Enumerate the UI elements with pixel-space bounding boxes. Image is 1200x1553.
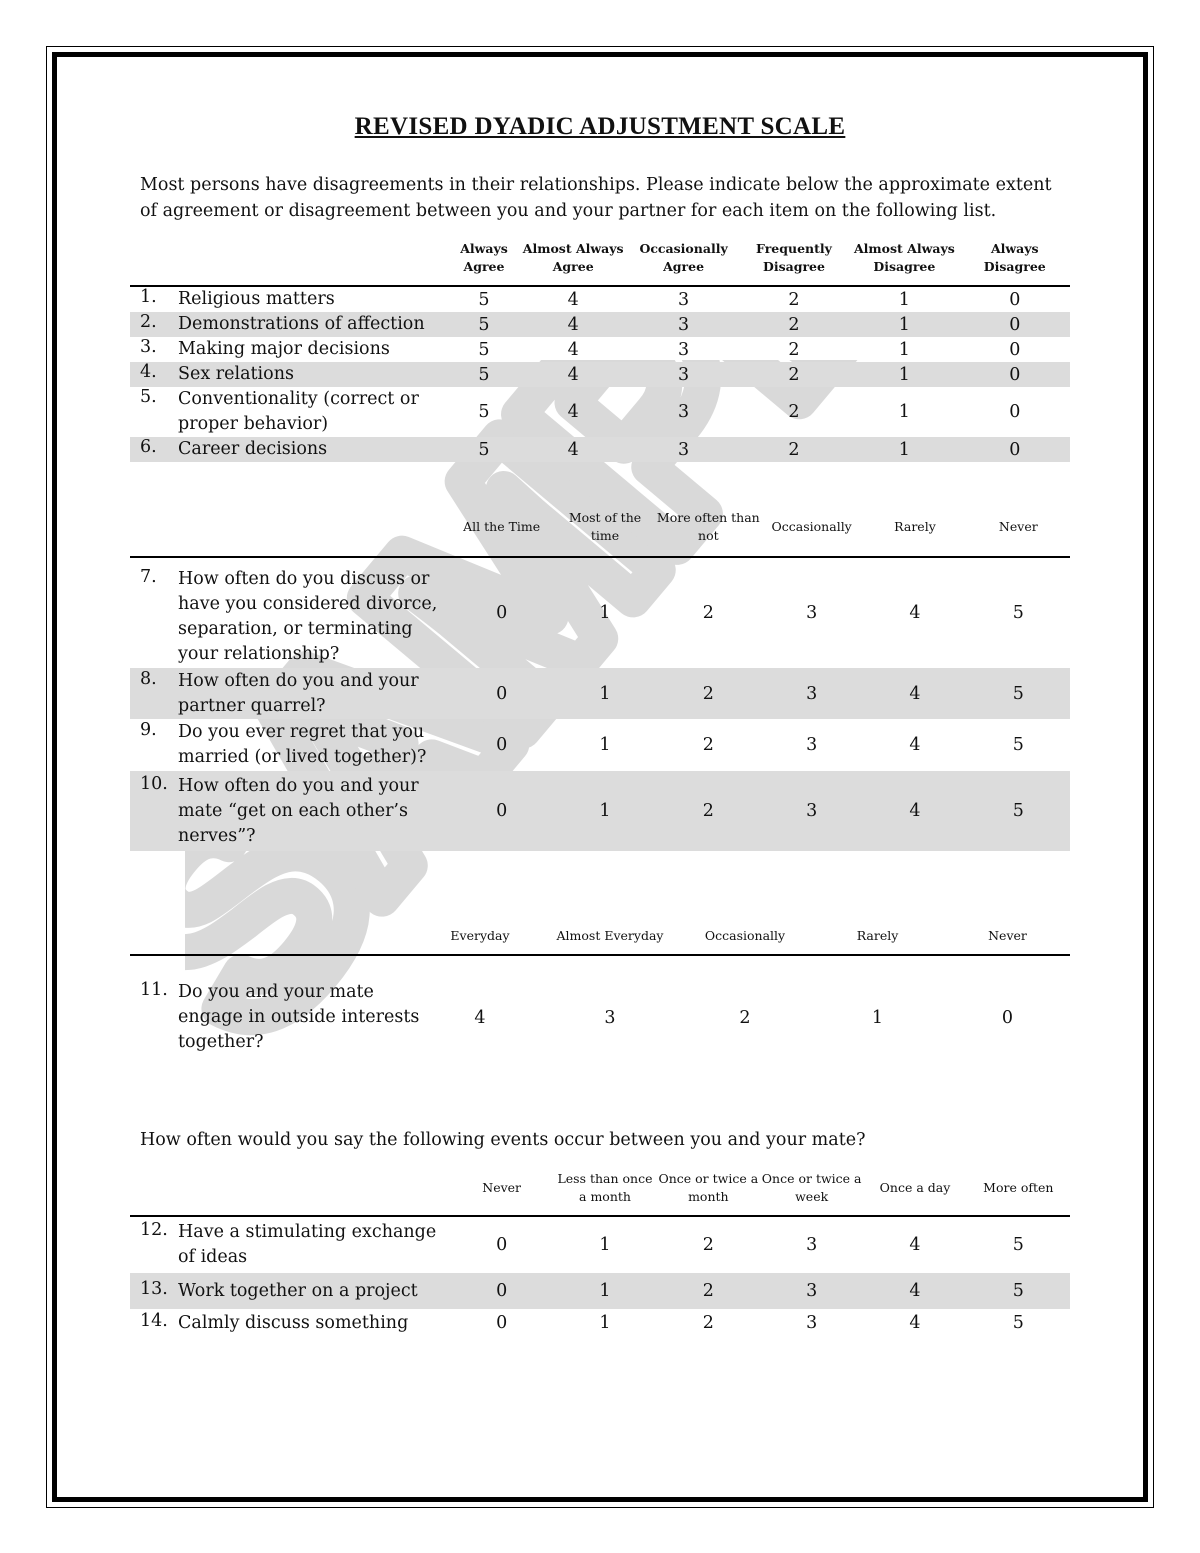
score-cell: 4 <box>909 735 921 755</box>
item-text-cell <box>130 387 450 437</box>
item-text: Work together on a project <box>178 1280 418 1301</box>
score-cell: 0 <box>960 437 1070 462</box>
header-blank <box>130 497 450 557</box>
item-text: Religious matters <box>178 289 335 309</box>
score-cell: 0 <box>450 771 553 851</box>
item-number: 1. <box>140 287 157 307</box>
item-text: Do you and your mate engage in outside interests together? <box>178 982 420 1052</box>
score-cell: 4 <box>567 339 579 360</box>
header-col: Frequently Disagree <box>739 230 849 286</box>
header-col: Rarely <box>863 497 966 557</box>
score-cell: 4 <box>863 668 966 719</box>
item-text-cell <box>130 955 420 1079</box>
score-cell: 3 <box>760 668 863 719</box>
item-text: Conventionality (correct or proper behavior) <box>178 389 419 434</box>
item-number: 12. <box>140 1220 168 1240</box>
score-cell: 5 <box>450 312 518 337</box>
score-cell: 4 <box>518 437 628 462</box>
score-cell: 0 <box>450 1273 553 1309</box>
score-cell: 1 <box>898 339 910 360</box>
score-cell: 3 <box>628 362 738 387</box>
score-cell: 3 <box>806 1313 818 1333</box>
item-text-cell <box>130 286 450 312</box>
events-header-row <box>130 1160 1070 1216</box>
item-row <box>130 437 1070 462</box>
item-text-cell <box>130 557 450 668</box>
item-text-cell <box>130 1216 450 1273</box>
item-text: How often do you and your mate “get on each other’s nerves”? <box>178 775 419 846</box>
header-col: Occasionally Agree <box>628 230 738 286</box>
header-col: Once a day <box>863 1160 966 1216</box>
score-cell: 4 <box>863 1273 966 1309</box>
item-row <box>130 668 1070 719</box>
score-cell: 3 <box>760 771 863 851</box>
score-cell: 2 <box>657 668 760 719</box>
item-text: Demonstrations of affection <box>178 314 425 334</box>
agreement-table <box>130 230 1070 462</box>
score-cell: 5 <box>478 289 490 310</box>
header-col: All the Time <box>450 497 553 557</box>
outside-interests-table <box>130 917 1070 1079</box>
score-cell: 5 <box>1012 1313 1024 1333</box>
item-row <box>130 286 1070 312</box>
score-cell: 5 <box>450 437 518 462</box>
header-col: Most of the time <box>553 497 656 557</box>
item-text: Making major decisions <box>178 339 390 359</box>
score-cell: 5 <box>1012 603 1024 623</box>
header-col: Less than once a month <box>553 1160 656 1216</box>
item-number: 13. <box>140 1278 168 1299</box>
item-row <box>130 955 1070 1079</box>
item-row <box>130 1309 1070 1337</box>
score-cell: 2 <box>702 735 714 755</box>
score-cell: 1 <box>871 1007 884 1028</box>
score-cell: 0 <box>1009 289 1021 310</box>
events-table <box>130 1160 1070 1337</box>
item-text: How often do you discuss or have you considered divorce, separation, or terminating your relationship? <box>178 569 438 664</box>
score-cell: 2 <box>788 289 800 310</box>
score-cell: 4 <box>567 402 579 422</box>
score-cell: 1 <box>599 603 611 623</box>
score-cell: 3 <box>806 603 818 623</box>
item-number: 9. <box>140 720 157 740</box>
score-cell: 1 <box>553 771 656 851</box>
score-cell: 1 <box>599 1235 611 1255</box>
header-col: Almost Everyday <box>540 917 680 955</box>
item-row <box>130 557 1070 668</box>
frequency-header-row <box>130 497 1070 557</box>
score-cell: 0 <box>496 735 508 755</box>
score-cell: 1 <box>849 437 959 462</box>
score-cell: 4 <box>909 1235 921 1255</box>
header-blank <box>130 230 450 286</box>
item-text-cell <box>130 362 450 387</box>
score-cell: 0 <box>960 312 1070 337</box>
item-text: Have a stimulating exchange of ideas <box>178 1222 437 1267</box>
header-col: Never <box>450 1160 553 1216</box>
score-cell: 0 <box>496 603 508 623</box>
score-cell: 4 <box>474 1007 486 1028</box>
score-cell: 5 <box>478 402 490 422</box>
item-row <box>130 362 1070 387</box>
score-cell: 1 <box>599 1313 611 1333</box>
score-cell: 3 <box>628 437 738 462</box>
section-agreement <box>130 230 1070 462</box>
score-cell: 5 <box>478 339 490 360</box>
score-cell: 1 <box>553 1273 656 1309</box>
item-text-cell <box>130 1273 450 1309</box>
item-text-cell <box>130 337 450 362</box>
score-cell: 0 <box>496 1235 508 1255</box>
header-col: More often than not <box>657 497 760 557</box>
item-text-cell <box>130 771 450 851</box>
header-col: Occasionally <box>680 917 810 955</box>
item-text: How often do you and your partner quarrel? <box>178 670 419 716</box>
score-cell: 3 <box>628 312 738 337</box>
score-cell: 4 <box>518 362 628 387</box>
item-row <box>130 771 1070 851</box>
item-number: 10. <box>140 773 168 794</box>
score-cell: 3 <box>806 1235 818 1255</box>
score-cell: 2 <box>788 339 800 360</box>
item-row <box>130 1273 1070 1309</box>
score-cell: 1 <box>553 668 656 719</box>
item-number: 8. <box>140 668 157 689</box>
item-row <box>130 719 1070 771</box>
header-col: Rarely <box>810 917 945 955</box>
item-number: 7. <box>140 567 157 587</box>
item-text: Do you ever regret that you married (or lived together)? <box>178 722 427 767</box>
score-cell: 3 <box>604 1007 616 1028</box>
header-col: Almost Always Agree <box>518 230 628 286</box>
item-text: Career decisions <box>178 439 328 459</box>
score-cell: 5 <box>450 362 518 387</box>
section-frequency <box>130 497 1070 851</box>
score-cell: 1 <box>898 289 910 310</box>
score-cell: 1 <box>849 362 959 387</box>
header-col: Once or twice a week <box>760 1160 863 1216</box>
score-cell: 2 <box>702 603 714 623</box>
item-number: 2. <box>140 312 157 332</box>
header-blank <box>130 917 420 955</box>
score-cell: 1 <box>849 312 959 337</box>
score-cell: 2 <box>702 1235 714 1255</box>
score-cell: 3 <box>806 735 818 755</box>
item-text-cell <box>130 668 450 719</box>
header-col: Never <box>967 497 1070 557</box>
score-cell: 4 <box>518 312 628 337</box>
item-number: 4. <box>140 362 157 382</box>
score-cell: 3 <box>678 402 690 422</box>
item-number: 5. <box>140 387 157 407</box>
score-cell: 1 <box>599 735 611 755</box>
score-cell: 0 <box>496 1313 508 1333</box>
item-number: 6. <box>140 437 157 457</box>
frequency-table <box>130 497 1070 851</box>
score-cell: 0 <box>1001 1007 1014 1028</box>
score-cell: 2 <box>788 402 800 422</box>
header-col: Occasionally <box>760 497 863 557</box>
score-cell: 2 <box>702 1313 714 1333</box>
score-cell: 2 <box>739 362 849 387</box>
header-col: Always Disagree <box>960 230 1070 286</box>
section-outside-interests <box>130 917 1070 1079</box>
score-cell: 5 <box>967 668 1070 719</box>
score-cell: 2 <box>739 437 849 462</box>
score-cell: 4 <box>863 771 966 851</box>
header-col: Everyday <box>420 917 540 955</box>
score-cell: 3 <box>760 1273 863 1309</box>
score-cell: 5 <box>1012 1235 1024 1255</box>
header-col: Always Agree <box>450 230 518 286</box>
score-cell: 3 <box>678 339 690 360</box>
item-text: Sex relations <box>178 364 294 384</box>
score-cell: 0 <box>960 362 1070 387</box>
item-number: 14. <box>140 1310 168 1331</box>
item-row <box>130 312 1070 337</box>
events-prompt: How often would you say the following events occur between you and your mate? <box>140 1130 866 1150</box>
section-events <box>130 1160 1070 1337</box>
intro-text: Most persons have disagreements in their relationships. Please indicate below the approximate extent of agreement or disagreement between you and your partner for each item on the following list. <box>140 175 1052 221</box>
score-cell: 1 <box>898 402 910 422</box>
header-col: Almost Always Disagree <box>849 230 959 286</box>
score-cell: 5 <box>967 1273 1070 1309</box>
item-number: 3. <box>140 337 157 357</box>
header-col: More often <box>967 1160 1070 1216</box>
header-col: Once or twice a month <box>657 1160 760 1216</box>
score-cell: 5 <box>967 771 1070 851</box>
agreement-header-row <box>130 230 1070 286</box>
header-blank <box>130 1160 450 1216</box>
score-cell: 2 <box>739 1007 751 1028</box>
item-row <box>130 337 1070 362</box>
score-cell: 0 <box>1009 339 1021 360</box>
outside-interests-header-row <box>130 917 1070 955</box>
score-cell: 2 <box>657 771 760 851</box>
header-col: Never <box>945 917 1070 955</box>
item-text-cell <box>130 437 450 462</box>
item-text-cell <box>130 1309 450 1337</box>
item-row <box>130 387 1070 437</box>
item-text-cell <box>130 719 450 771</box>
item-row <box>130 1216 1070 1273</box>
score-cell: 5 <box>1012 735 1024 755</box>
score-cell: 3 <box>678 289 690 310</box>
score-cell: 0 <box>1009 402 1021 422</box>
score-cell: 4 <box>909 1313 921 1333</box>
item-number: 11. <box>140 980 168 1000</box>
score-cell: 2 <box>739 312 849 337</box>
score-cell: 4 <box>909 603 921 623</box>
score-cell: 0 <box>450 668 553 719</box>
score-cell: 2 <box>657 1273 760 1309</box>
page-title: REVISED DYADIC ADJUSTMENT SCALE <box>354 113 846 140</box>
item-text: Calmly discuss something <box>178 1312 409 1333</box>
item-text-cell <box>130 312 450 337</box>
score-cell: 4 <box>567 289 579 310</box>
